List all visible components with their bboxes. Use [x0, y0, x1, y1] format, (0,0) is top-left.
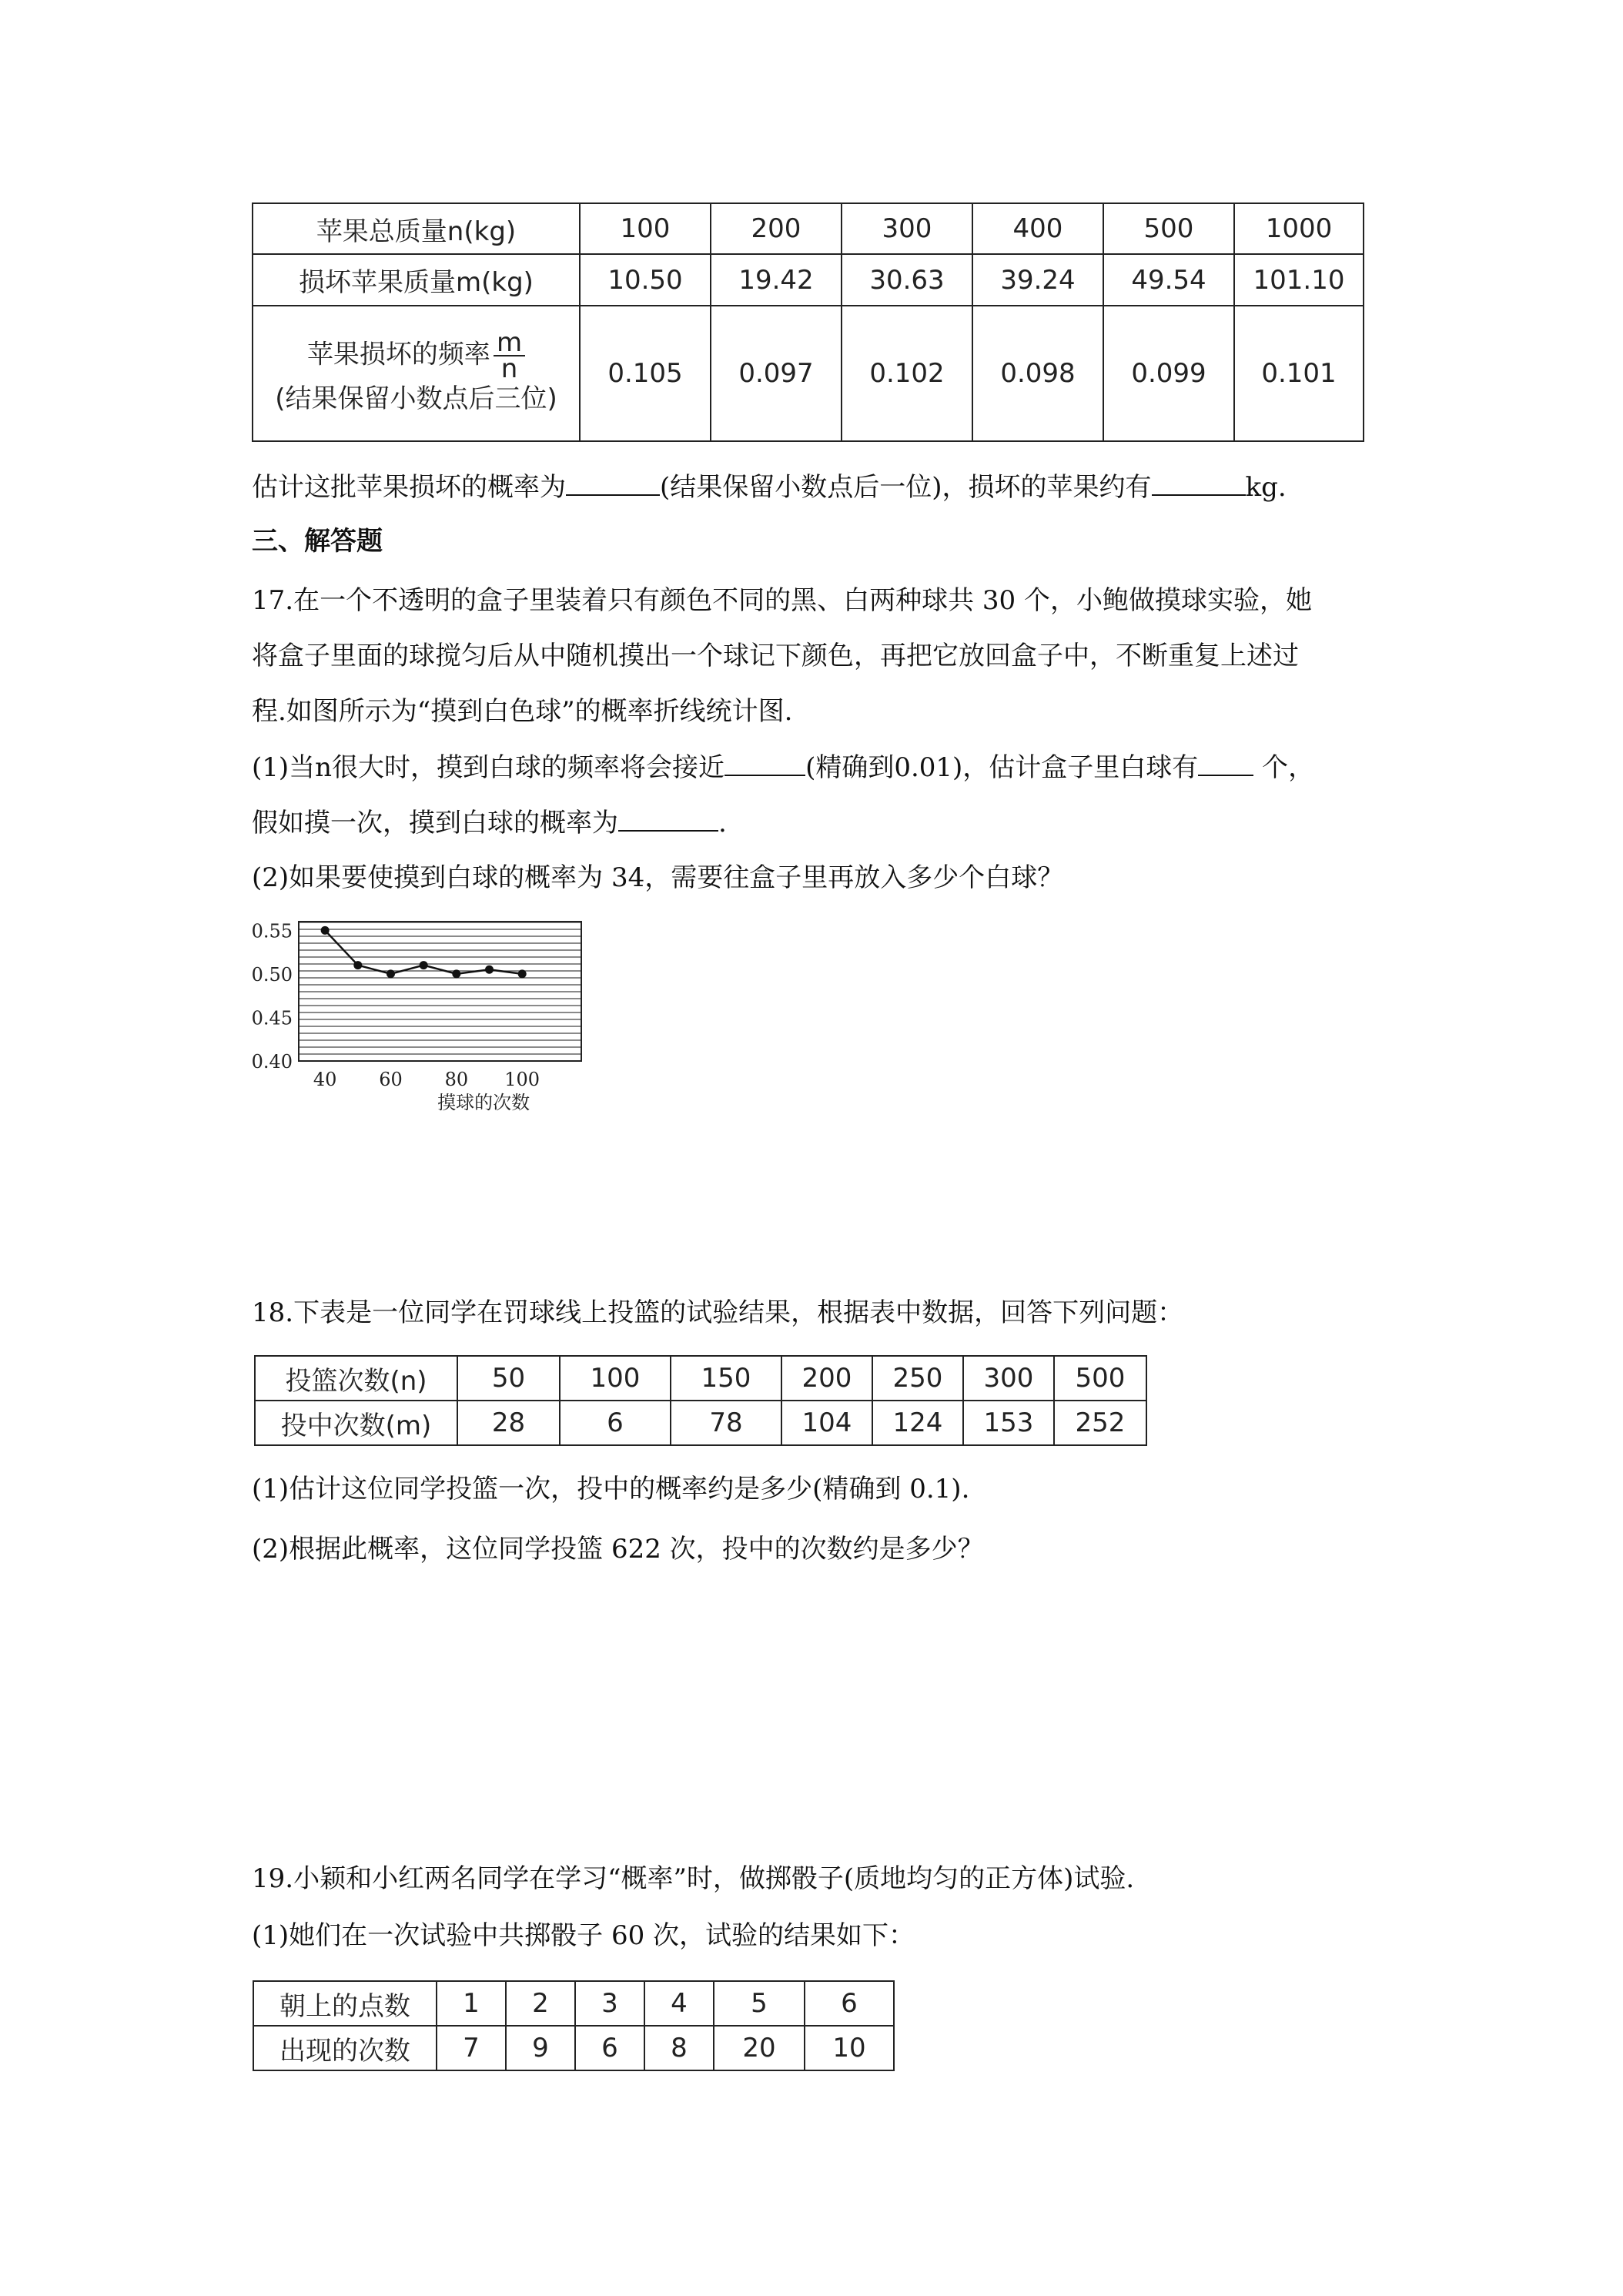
table-cell: 10 — [805, 2026, 894, 2070]
table-cell: 200 — [711, 203, 842, 254]
table-cell: 6 — [560, 1401, 671, 1445]
q16-answer-line: 估计这批苹果损坏的概率为 (结果保留小数点后一位)，损坏的苹果约有 kg. — [252, 472, 1287, 503]
fraction: $\frac{m}{n}$ — [494, 330, 525, 381]
table-cell: 250 — [872, 1356, 963, 1401]
table-cell: 4 — [644, 1981, 714, 2026]
table-cell: 252 — [1054, 1401, 1146, 1445]
table-cell: 150 — [671, 1356, 781, 1401]
table-cell: 500 — [1103, 203, 1234, 254]
answer-blank[interactable] — [566, 471, 660, 496]
row-header: 投篮次数(n) — [255, 1356, 457, 1401]
x-tick-label: 100 — [504, 1069, 540, 1090]
basketball-table — [254, 1355, 1147, 1446]
table-cell: 124 — [872, 1401, 963, 1445]
dice-table — [253, 1980, 895, 2071]
data-point — [518, 969, 527, 978]
table-cell: 30.63 — [842, 254, 972, 306]
table-cell: 101.10 — [1234, 254, 1364, 306]
q17-text: 17.在一个不透明的盒子里装着只有颜色不同的黑、白两种球共 30 个，小鲍做摸球实验，她 — [252, 585, 1312, 616]
table-cell: 2 — [506, 1981, 575, 2026]
q18-text: 18.下表是一位同学在罚球线上投篮的试验结果，根据表中数据，回答下列问题： — [252, 1297, 1184, 1328]
table-cell: 7 — [437, 2026, 506, 2070]
row-header: 朝上的点数 — [253, 1981, 437, 2026]
q18-sub1: (1)估计这位同学投篮一次，投中的概率约是多少(精确到 0.1). — [252, 1474, 970, 1504]
table-cell: 0.097 — [711, 306, 842, 441]
rounding-note: (结果保留小数点后三位) — [275, 383, 557, 414]
table-cell: 10.50 — [580, 254, 711, 306]
x-tick-label: 80 — [444, 1069, 469, 1090]
table-row — [253, 1981, 894, 2026]
table-cell: 300 — [842, 203, 972, 254]
table-cell: 20 — [714, 2026, 805, 2070]
row-header: 投中次数(m) — [255, 1401, 457, 1445]
y-tick-label: 0.50 — [251, 963, 293, 986]
table-cell: 5 — [714, 1981, 805, 2026]
frequency-label: 苹果损坏的频率 $\frac{m}{n}$ — [253, 330, 579, 381]
table-cell: 28 — [457, 1401, 560, 1445]
table-cell: 6 — [805, 1981, 894, 2026]
table-cell: 153 — [963, 1401, 1054, 1445]
x-tick-label: 60 — [379, 1069, 403, 1090]
q17-text: 程.如图所示为“摸到白色球”的概率折线统计图. — [252, 696, 793, 727]
data-point — [321, 926, 330, 935]
table-cell: 6 — [575, 2026, 644, 2070]
table-cell: 78 — [671, 1401, 781, 1445]
table-cell: 8 — [644, 2026, 714, 2070]
table-row — [253, 203, 1364, 254]
apple-damage-table — [252, 202, 1364, 442]
table-row — [253, 254, 1364, 306]
row-header: 出现的次数 — [253, 2026, 437, 2070]
table-cell: 9 — [506, 2026, 575, 2070]
table-cell: 1 — [437, 1981, 506, 2026]
answer-blank[interactable] — [618, 807, 718, 832]
row-header — [253, 306, 580, 441]
x-tick-label: 40 — [313, 1069, 337, 1090]
table-cell: 200 — [781, 1356, 872, 1401]
table-cell: 50 — [457, 1356, 560, 1401]
table-cell: 39.24 — [972, 254, 1103, 306]
y-tick-label: 0.55 — [251, 920, 293, 942]
table-cell: 0.101 — [1234, 306, 1364, 441]
q17-sub1-cont: 假如摸一次，摸到白球的概率为 . — [252, 808, 727, 838]
table-cell: 500 — [1054, 1356, 1146, 1401]
row-header: 损坏苹果质量m(kg) — [253, 254, 580, 306]
table-cell: 104 — [781, 1401, 872, 1445]
table-cell: 300 — [963, 1356, 1054, 1401]
table-cell: 49.54 — [1103, 254, 1234, 306]
table-row — [255, 1401, 1146, 1445]
table-cell: 0.102 — [842, 306, 972, 441]
data-point — [420, 961, 428, 969]
data-point — [387, 969, 395, 978]
table-row — [253, 306, 1364, 441]
x-axis-label: 摸球的次数 — [437, 1092, 530, 1113]
q17-text: 将盒子里面的球搅匀后从中随机摸出一个球记下颜色，再把它放回盒子中，不断重复上述过 — [252, 641, 1299, 671]
table-cell: 400 — [972, 203, 1103, 254]
row-header: 苹果总质量n(kg) — [253, 203, 580, 254]
table-cell: 100 — [560, 1356, 671, 1401]
table-cell: 3 — [575, 1981, 644, 2026]
table-cell: 0.098 — [972, 306, 1103, 441]
section-title: 三、解答题 — [252, 526, 383, 557]
y-tick-label: 0.40 — [251, 1051, 293, 1073]
data-point — [452, 969, 460, 978]
table-cell: 0.105 — [580, 306, 711, 441]
table-row — [255, 1356, 1146, 1401]
table-cell: 19.42 — [711, 254, 842, 306]
data-point — [353, 961, 362, 969]
table-cell: 1000 — [1234, 203, 1364, 254]
q17-sub1: (1)当n很大时，摸到白球的频率将会接近 (精确到0.01)，估计盒子里白球有 个， — [252, 752, 1315, 783]
y-tick-label: 0.45 — [251, 1007, 293, 1029]
q17-sub2: (2)如果要使摸到白球的概率为 34，需要往盒子里再放入多少个白球？ — [252, 862, 1064, 893]
table-cell: 100 — [580, 203, 711, 254]
probability-line-chart — [239, 905, 601, 1116]
table-cell: 0.099 — [1103, 306, 1234, 441]
q19-sub1: (1)她们在一次试验中共掷骰子 60 次，试验的结果如下： — [252, 1920, 915, 1951]
q19-text: 19.小颖和小红两名同学在学习“概率”时，做掷骰子(质地均匀的正方体)试验. — [252, 1863, 1135, 1894]
data-point — [485, 966, 494, 974]
q18-sub2: (2)根据此概率，这位同学投篮 622 次，投中的次数约是多少？ — [252, 1534, 984, 1565]
answer-blank[interactable] — [724, 751, 805, 776]
table-row — [253, 2026, 894, 2070]
answer-blank[interactable] — [1198, 751, 1253, 776]
answer-blank[interactable] — [1152, 471, 1246, 496]
